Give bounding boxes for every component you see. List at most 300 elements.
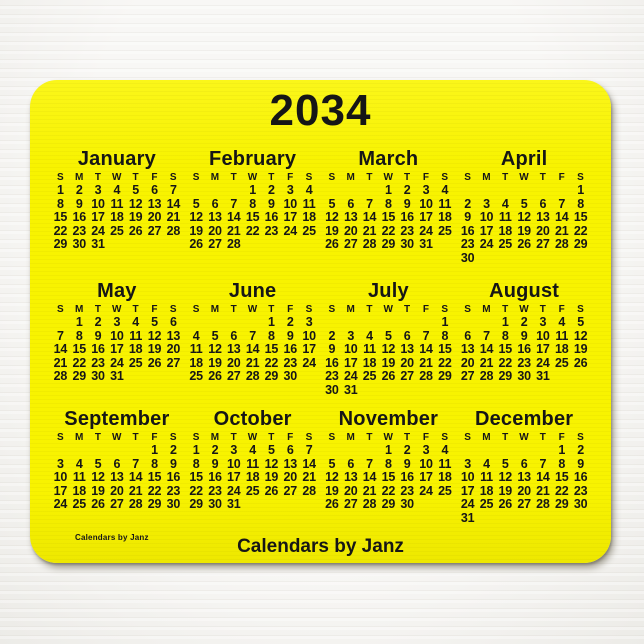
weekday-header: M: [210, 432, 220, 443]
date-cell: 28: [302, 483, 316, 498]
date-cell: 25: [110, 223, 124, 238]
date-cell: 4: [501, 196, 509, 211]
date-cell: 9: [403, 456, 411, 471]
date-cell: 29: [53, 237, 68, 251]
date-cell: 19: [517, 223, 531, 238]
date-cell: 1: [501, 315, 509, 329]
month-day-grid: [51, 303, 183, 384]
date-cell: 23: [166, 483, 181, 498]
date-cell: 22: [573, 223, 588, 238]
month-day-grid: [323, 303, 455, 397]
date-cell: 7: [558, 196, 566, 211]
date-cell: 17: [536, 342, 550, 356]
date-cell: 24: [302, 355, 316, 370]
date-cell: 10: [460, 470, 475, 484]
month-day-grid: [458, 171, 590, 265]
date-cell: 2: [268, 183, 275, 197]
month-september: [51, 408, 183, 540]
date-cell: 6: [403, 328, 411, 343]
date-cell: 6: [520, 456, 528, 471]
date-cell: 9: [169, 456, 177, 471]
weekday-header: T: [230, 304, 237, 315]
weekday-header: T: [268, 432, 275, 443]
date-cell: 29: [438, 369, 452, 383]
date-cell: 24: [419, 483, 433, 498]
date-cell: 12: [208, 342, 222, 356]
date-cell: 26: [147, 355, 162, 370]
date-cell: 30: [325, 382, 339, 397]
weekday-header: T: [132, 172, 139, 183]
date-cell: 3: [422, 183, 430, 197]
date-cell: 23: [264, 223, 279, 238]
date-cell: 13: [208, 210, 222, 224]
date-cell: 2: [94, 315, 102, 329]
month-august: [458, 280, 590, 408]
date-cell: 24: [110, 355, 124, 370]
date-cell: 15: [245, 210, 260, 224]
date-cell: 9: [403, 196, 411, 211]
date-cell: 29: [189, 497, 203, 511]
date-cell: 26: [325, 237, 339, 251]
date-cell: 7: [539, 456, 547, 471]
date-cell: 8: [192, 456, 200, 471]
date-cell: 24: [479, 237, 494, 251]
date-cell: 1: [558, 443, 566, 457]
date-cell: 22: [381, 223, 396, 238]
month-december: [458, 408, 590, 540]
date-cell: 26: [325, 497, 339, 511]
month-day-grid: [458, 303, 590, 384]
date-cell: 6: [286, 443, 294, 457]
date-cell: 11: [438, 196, 452, 211]
date-cell: 9: [464, 210, 472, 224]
date-cell: 3: [286, 183, 294, 197]
date-cell: 7: [366, 456, 373, 471]
date-cell: 15: [381, 210, 396, 224]
date-cell: 10: [536, 328, 550, 343]
date-cell: 20: [343, 223, 358, 238]
date-cell: 4: [113, 183, 121, 197]
weekday-header: F: [151, 432, 158, 443]
date-cell: 12: [147, 328, 162, 343]
weekday-header: T: [539, 304, 547, 315]
weekday-header: S: [464, 432, 472, 443]
date-cell: 9: [577, 456, 584, 471]
weekday-header: F: [422, 304, 430, 315]
date-cell: 23: [400, 223, 414, 238]
date-cell: 4: [441, 183, 449, 197]
date-cell: 5: [151, 315, 158, 329]
weekday-header: S: [305, 172, 313, 183]
date-cell: 18: [72, 483, 86, 498]
weekday-header: M: [346, 172, 355, 183]
date-cell: 25: [189, 369, 203, 383]
date-cell: 27: [343, 237, 358, 251]
date-cell: 18: [555, 342, 569, 356]
weekday-header: T: [94, 304, 102, 315]
date-cell: 24: [343, 369, 358, 383]
date-cell: 25: [128, 355, 143, 370]
date-cell: 12: [189, 210, 203, 224]
date-cell: 26: [517, 237, 531, 251]
date-cell: 13: [343, 470, 358, 484]
date-cell: 3: [422, 443, 430, 457]
month-name: February: [209, 148, 297, 170]
date-cell: 20: [283, 470, 298, 484]
date-cell: 24: [91, 223, 105, 238]
date-cell: 29: [498, 369, 513, 383]
date-cell: 14: [479, 342, 494, 356]
weekday-header: S: [577, 304, 585, 315]
date-cell: 12: [325, 470, 339, 484]
date-cell: 22: [245, 223, 260, 238]
date-cell: 28: [555, 237, 569, 251]
date-cell: 2: [328, 328, 336, 343]
date-cell: 20: [147, 210, 162, 224]
date-cell: 30: [573, 497, 588, 511]
date-cell: 25: [302, 223, 316, 238]
date-cell: 19: [208, 355, 222, 370]
month-may: [51, 280, 183, 408]
weekday-header: S: [169, 172, 177, 183]
date-cell: 25: [438, 483, 452, 498]
date-cell: 30: [460, 250, 475, 265]
date-cell: 1: [441, 315, 449, 329]
month-name: December: [474, 408, 574, 430]
date-cell: 6: [211, 196, 219, 211]
date-cell: 1: [384, 443, 392, 457]
calendar-mousepad: [30, 80, 611, 563]
month-march: [323, 148, 455, 280]
date-cell: 6: [539, 196, 547, 211]
date-cell: 16: [208, 470, 222, 484]
date-cell: 27: [166, 355, 181, 370]
month-day-grid: [323, 431, 455, 512]
date-cell: 17: [460, 483, 475, 498]
date-cell: 4: [192, 328, 200, 343]
month-name: May: [97, 280, 137, 302]
date-cell: 5: [384, 328, 392, 343]
date-cell: 17: [419, 470, 433, 484]
date-cell: 22: [147, 483, 162, 498]
month-october: [187, 408, 319, 540]
date-cell: 23: [573, 483, 588, 498]
weekday-header: W: [383, 304, 394, 315]
date-cell: 26: [128, 223, 143, 238]
date-cell: 27: [283, 483, 298, 498]
weekday-header: S: [169, 304, 177, 315]
date-cell: 12: [517, 210, 531, 224]
weekday-header: S: [464, 172, 472, 183]
date-cell: 17: [419, 210, 433, 224]
date-cell: 25: [479, 497, 494, 511]
date-cell: 18: [498, 223, 513, 238]
date-cell: 30: [400, 237, 414, 251]
date-cell: 8: [57, 196, 64, 211]
date-cell: 17: [110, 342, 124, 356]
date-cell: 18: [438, 210, 452, 224]
date-cell: 15: [53, 210, 68, 224]
date-cell: 9: [75, 196, 83, 211]
credit-text: Calendars by Janz: [75, 533, 149, 542]
date-cell: 8: [75, 328, 83, 343]
date-cell: 20: [517, 483, 531, 498]
date-cell: 17: [91, 210, 105, 224]
date-cell: 25: [555, 355, 569, 370]
weekday-header: S: [328, 304, 336, 315]
weekday-header: W: [247, 304, 258, 315]
weekday-header: S: [328, 172, 336, 183]
date-cell: 23: [400, 483, 414, 498]
date-cell: 6: [464, 328, 472, 343]
weekday-header: M: [482, 304, 491, 315]
date-cell: 4: [305, 183, 313, 197]
date-cell: 12: [498, 470, 513, 484]
date-cell: 23: [283, 355, 298, 370]
weekday-header: S: [577, 432, 585, 443]
date-cell: 14: [555, 210, 569, 224]
month-name: July: [367, 280, 409, 302]
date-cell: 10: [110, 328, 124, 343]
date-cell: 19: [381, 355, 396, 370]
date-cell: 22: [498, 355, 513, 370]
date-cell: 19: [128, 210, 143, 224]
date-cell: 6: [347, 196, 355, 211]
date-cell: 28: [536, 497, 550, 511]
date-cell: 22: [381, 483, 396, 498]
weekday-header: T: [230, 172, 237, 183]
date-cell: 21: [302, 470, 316, 484]
date-cell: 31: [343, 382, 358, 397]
date-cell: 6: [347, 456, 355, 471]
date-cell: 5: [192, 196, 200, 211]
month-april: [458, 148, 590, 280]
weekday-header: F: [151, 172, 158, 183]
date-cell: 9: [268, 196, 275, 211]
date-cell: 24: [53, 497, 68, 511]
date-cell: 30: [517, 369, 531, 383]
date-cell: 19: [91, 483, 105, 498]
date-cell: 25: [438, 223, 452, 238]
weekday-header: T: [539, 432, 547, 443]
date-cell: 26: [573, 355, 588, 370]
weekday-header: S: [56, 432, 64, 443]
date-cell: 12: [381, 342, 396, 356]
month-day-grid: [187, 431, 319, 512]
date-cell: 1: [268, 315, 275, 329]
date-cell: 26: [264, 483, 279, 498]
weekday-header: T: [94, 432, 102, 443]
weekday-header: S: [56, 304, 64, 315]
date-cell: 15: [555, 470, 569, 484]
date-cell: 11: [302, 196, 316, 211]
date-cell: 8: [151, 456, 158, 471]
weekday-header: T: [404, 432, 411, 443]
date-cell: 12: [128, 196, 143, 211]
date-cell: 27: [517, 497, 531, 511]
date-cell: 14: [302, 456, 316, 471]
weekday-header: M: [210, 172, 220, 183]
date-cell: 30: [208, 497, 222, 511]
weekday-header: T: [366, 432, 373, 443]
date-cell: 26: [498, 497, 513, 511]
date-cell: 13: [227, 342, 241, 356]
date-cell: 7: [132, 456, 140, 471]
weekday-header: W: [112, 432, 122, 443]
date-cell: 14: [245, 342, 260, 356]
date-cell: 22: [438, 355, 452, 370]
date-cell: 28: [128, 497, 143, 511]
weekday-header: T: [502, 304, 509, 315]
date-cell: 24: [283, 223, 298, 238]
weekday-header: M: [74, 432, 84, 443]
date-cell: 20: [536, 223, 550, 238]
date-cell: 1: [384, 183, 392, 197]
weekday-header: S: [192, 172, 200, 183]
date-cell: 3: [539, 315, 547, 329]
weekday-header: S: [464, 304, 472, 315]
date-cell: 5: [328, 196, 336, 211]
date-cell: 8: [384, 196, 392, 211]
date-cell: 15: [147, 470, 162, 484]
date-cell: 10: [91, 196, 105, 211]
date-cell: 21: [166, 210, 181, 224]
date-cell: 16: [72, 210, 86, 224]
weekday-header: F: [558, 304, 565, 315]
date-cell: 4: [366, 328, 373, 343]
weekday-header: S: [56, 172, 64, 183]
weekday-header: T: [502, 172, 509, 183]
date-cell: 28: [53, 369, 68, 383]
date-cell: 15: [573, 210, 588, 224]
date-cell: 21: [53, 355, 68, 370]
months-grid: [51, 148, 590, 540]
date-cell: 17: [283, 210, 298, 224]
weekday-header: S: [192, 304, 200, 315]
date-cell: 5: [132, 183, 140, 197]
weekday-header: W: [383, 172, 394, 183]
date-cell: 8: [384, 456, 392, 471]
date-cell: 1: [57, 183, 64, 197]
date-cell: 29: [264, 369, 279, 383]
weekday-header: S: [577, 172, 585, 183]
month-name: August: [489, 280, 560, 302]
date-cell: 24: [460, 497, 475, 511]
date-cell: 6: [169, 315, 177, 329]
date-cell: 21: [479, 355, 494, 370]
date-cell: 16: [400, 470, 414, 484]
date-cell: 2: [286, 315, 294, 329]
date-cell: 20: [460, 355, 475, 370]
weekday-header: W: [112, 172, 122, 183]
weekday-header: T: [132, 432, 139, 443]
date-cell: 10: [419, 456, 433, 471]
date-cell: 24: [536, 355, 550, 370]
date-cell: 10: [302, 328, 316, 343]
date-cell: 21: [419, 355, 433, 370]
date-cell: 14: [536, 470, 550, 484]
date-cell: 28: [166, 223, 181, 238]
date-cell: 13: [110, 470, 124, 484]
date-cell: 30: [91, 369, 105, 383]
date-cell: 3: [113, 315, 121, 329]
date-cell: 21: [128, 483, 143, 498]
date-cell: 16: [517, 342, 531, 356]
date-cell: 3: [483, 196, 490, 211]
date-cell: 16: [325, 355, 339, 370]
month-july: [323, 280, 455, 408]
weekday-header: M: [74, 304, 84, 315]
month-day-grid: [51, 431, 183, 512]
date-cell: 21: [555, 223, 569, 238]
date-cell: 22: [264, 355, 279, 370]
month-june: [187, 280, 319, 408]
date-cell: 5: [328, 456, 336, 471]
weekday-header: T: [268, 304, 275, 315]
month-name: October: [213, 408, 292, 430]
date-cell: 2: [75, 183, 83, 197]
year-title: 2034: [269, 86, 372, 135]
weekday-header: M: [346, 432, 355, 443]
date-cell: 18: [189, 355, 203, 370]
weekday-header: S: [441, 172, 449, 183]
date-cell: 20: [227, 355, 241, 370]
date-cell: 29: [555, 497, 569, 511]
weekday-header: F: [151, 304, 158, 315]
date-cell: 25: [245, 483, 260, 498]
date-cell: 28: [362, 497, 377, 511]
date-cell: 27: [208, 237, 222, 251]
date-cell: 15: [264, 342, 279, 356]
date-cell: 2: [520, 315, 528, 329]
date-cell: 25: [362, 369, 377, 383]
date-cell: 10: [227, 456, 241, 471]
date-cell: 27: [343, 497, 358, 511]
date-cell: 7: [422, 328, 430, 343]
date-cell: 14: [128, 470, 143, 484]
date-cell: 29: [381, 497, 396, 511]
date-cell: 4: [75, 456, 83, 471]
weekday-header: T: [94, 172, 102, 183]
date-cell: 22: [72, 355, 86, 370]
month-february: [187, 148, 319, 280]
date-cell: 19: [264, 470, 279, 484]
date-cell: 14: [166, 196, 181, 211]
weekday-header: T: [132, 304, 139, 315]
month-day-grid: [458, 431, 590, 525]
date-cell: 22: [555, 483, 569, 498]
date-cell: 12: [264, 456, 279, 471]
date-cell: 29: [147, 497, 162, 511]
date-cell: 15: [72, 342, 86, 356]
date-cell: 19: [573, 342, 588, 356]
date-cell: 13: [166, 328, 181, 343]
date-cell: 5: [94, 456, 102, 471]
date-cell: 25: [498, 237, 513, 251]
weekday-header: W: [519, 304, 529, 315]
date-cell: 18: [438, 470, 452, 484]
date-cell: 19: [189, 223, 203, 238]
date-cell: 4: [132, 315, 140, 329]
date-cell: 5: [520, 196, 528, 211]
date-cell: 4: [558, 315, 566, 329]
date-cell: 19: [147, 342, 162, 356]
date-cell: 8: [558, 456, 566, 471]
date-cell: 9: [286, 328, 294, 343]
date-cell: 2: [403, 443, 411, 457]
date-cell: 24: [419, 223, 433, 238]
date-cell: 12: [573, 328, 588, 343]
